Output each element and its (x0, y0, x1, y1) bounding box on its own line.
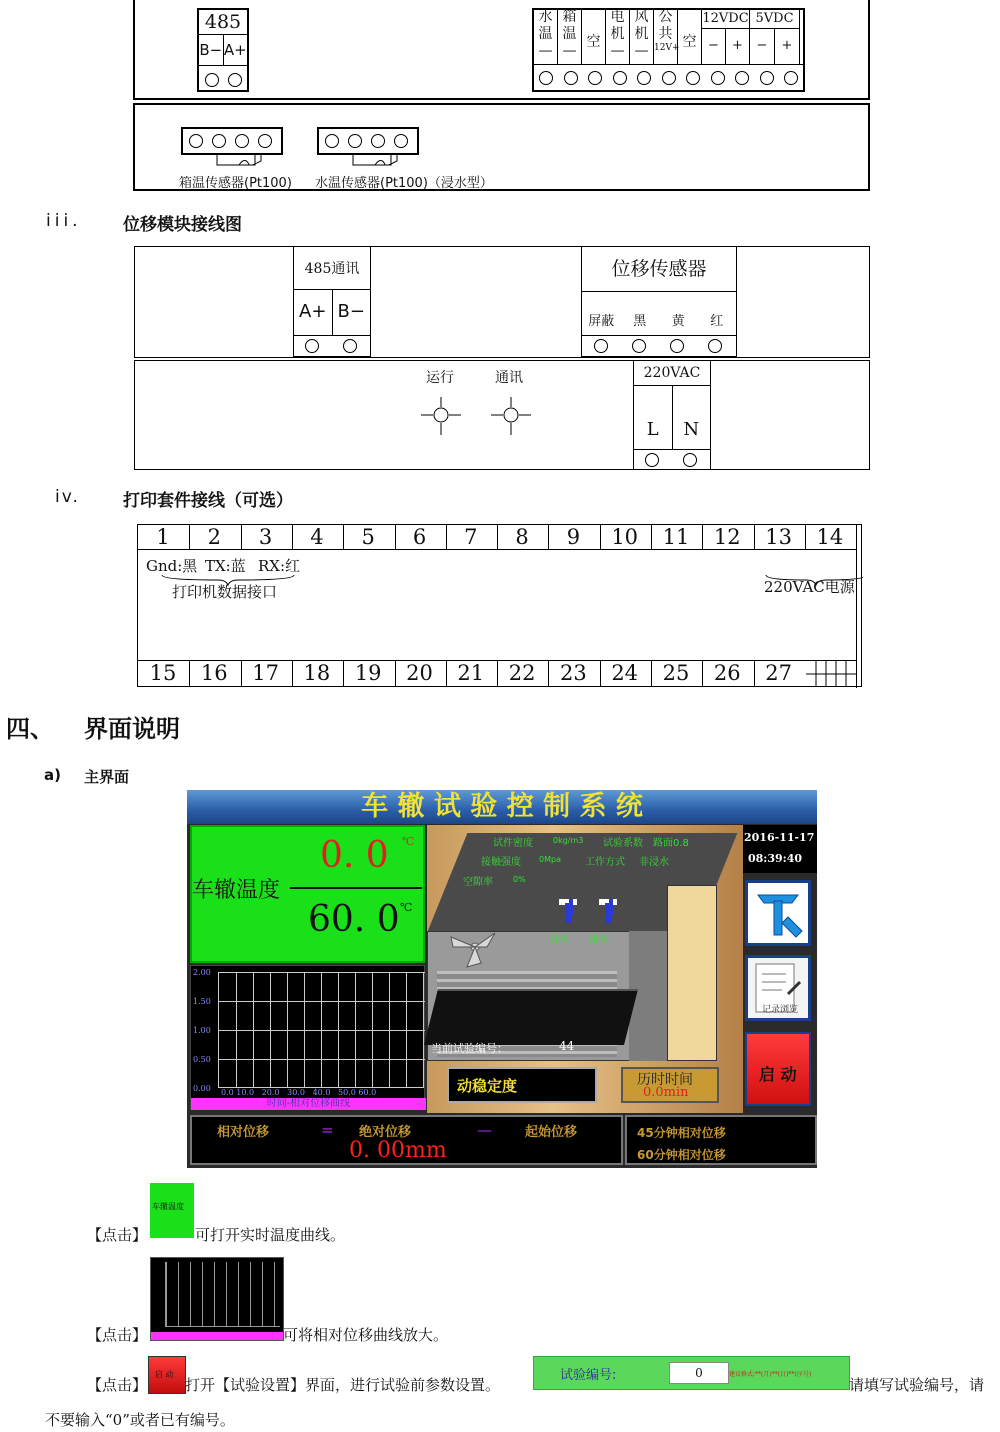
mode-label: 工作方式 (585, 857, 625, 868)
sub-a-title: 主界面 (84, 768, 130, 786)
comm-terminal (293, 246, 371, 357)
io-column (630, 10, 654, 64)
instruction-line-3a: 打开【试验设置】界面，进行试验前参数设置。 (185, 1376, 501, 1394)
terminal-screw (784, 71, 798, 85)
io-column-text: — (634, 43, 649, 59)
power-terminal (633, 360, 711, 470)
io-column-text: — (538, 43, 553, 59)
coef-value: 路面0.8 (653, 838, 689, 849)
pressure-value: 0Mpa (539, 855, 561, 864)
terminal-screw (588, 71, 602, 85)
printer-terminal-number: 12 (713, 525, 741, 549)
rs485-a-label: A+ (223, 41, 247, 59)
printer-tx-label: TX:蓝 (205, 557, 246, 575)
start-displacement-label: 起始位移 (525, 1125, 578, 1140)
io-column (678, 10, 702, 64)
chart-y-tick: 1.50 (193, 997, 211, 1006)
v5-plus: + (781, 38, 793, 53)
displacement-module-top (134, 246, 870, 358)
elapsed-time-label: 历时时间 (637, 1072, 693, 1088)
temperature-label: 车辙温度 (192, 878, 281, 903)
temperature-panel[interactable] (190, 825, 425, 963)
degree-symbol: ℃ (402, 835, 415, 848)
start-button-label: 启 动 (759, 1065, 797, 1084)
terminal-block-top (133, 0, 870, 100)
printer-terminal-number: 17 (252, 661, 279, 685)
start-button[interactable] (745, 1032, 811, 1106)
density-label: 试件密度 (493, 838, 533, 849)
box-temp-sensor-label: 箱温传感器(Pt100) (179, 176, 292, 191)
void-label: 空隙率 (463, 877, 493, 888)
v5-terminal (750, 10, 800, 64)
click-label-3: 【点击】 (87, 1376, 148, 1394)
printer-terminal-number: 26 (713, 661, 741, 685)
main-interface-screenshot (187, 790, 817, 1168)
end-grid-icon (806, 661, 856, 687)
v12-terminal (702, 10, 750, 64)
terminal-screw (637, 71, 651, 85)
io-columns (534, 10, 803, 64)
fan-icon (445, 923, 505, 971)
printer-terminal-number: 5 (361, 525, 375, 549)
instruction-line-4: 不要输入“0”或者已有编号。 (45, 1411, 235, 1429)
chart-y-tick: 1.00 (193, 1026, 211, 1035)
printer-terminal-number: 6 (412, 525, 427, 549)
chapter4-title: 界面说明 (84, 715, 180, 743)
minus-sign: — (477, 1121, 492, 1139)
printer-rx-label: RX:红 (258, 557, 301, 575)
printer-terminal-number: 22 (508, 661, 536, 685)
terminal-screw (735, 71, 749, 85)
io-column-text: — (562, 43, 577, 59)
terminal-screw (539, 71, 553, 85)
test-number-value: 44 (559, 1039, 575, 1053)
io-column (654, 10, 678, 64)
power-n-label: N (672, 385, 711, 449)
printer-terminal-number: 1 (156, 525, 170, 549)
rs485-b-label: B− (199, 35, 224, 65)
printer-terminal-number: 4 (310, 525, 324, 549)
comm-a-label: A+ (299, 301, 327, 322)
io-column-text: — (610, 43, 625, 59)
displacement-45min-label: 45分钟相对位移 (637, 1126, 726, 1140)
displacement-chart[interactable] (190, 965, 425, 1110)
section-iii-number: iii. (46, 211, 82, 231)
comm-indicator-label: 通讯 (495, 370, 523, 386)
printer-terminal-number: 24 (611, 661, 639, 685)
section-iv-title: 打印套件接线（可选） (123, 491, 293, 511)
stability-label: 动稳定度 (457, 1077, 518, 1095)
io-column-text: 电 (610, 9, 625, 25)
printer-terminal-number: 3 (258, 525, 273, 549)
instruction-line-3b: 请填写试验编号，请 (849, 1376, 985, 1394)
pt100-wire-icon (135, 153, 872, 173)
terminal-screw (205, 73, 219, 87)
wrench-icon (748, 883, 808, 943)
sensor-block (133, 103, 870, 191)
printer-terminal-number: 13 (765, 525, 792, 549)
terminal-screw (760, 71, 774, 85)
io-column-text (678, 10, 701, 27)
sensor-wire-label: 黄 (671, 314, 685, 329)
printer-power-label: 220VAC电源 (764, 578, 855, 596)
io-column-text: 空 (586, 34, 601, 50)
date-display: 2016-11-17 (744, 831, 815, 844)
chart-grid (218, 972, 424, 1088)
printer-terminal-number: 10 (611, 525, 639, 549)
io-column (558, 10, 582, 64)
absolute-displacement-label: 绝对位移 (359, 1125, 412, 1140)
chart-y-tick: 2.00 (193, 968, 211, 977)
v12-plus: + (732, 38, 743, 53)
printer-terminal-number: 2 (207, 525, 221, 549)
io-column-text: 温 (562, 26, 577, 42)
printer-gnd-label: Gnd:黑 (146, 557, 198, 575)
displacement-60min-label: 60分钟相对位移 (637, 1148, 726, 1162)
instruction-line-1: 可打开实时温度曲线。 (195, 1226, 346, 1244)
io-column (534, 10, 558, 64)
chapter4-number: 四、 (6, 715, 54, 743)
v5-title: 5VDC (750, 10, 799, 29)
settings-button[interactable] (745, 880, 811, 946)
sensor-wire-label: 红 (710, 314, 724, 329)
test-number-hint: 建议格式:**(月)**(日)**(序号) (729, 1371, 812, 1378)
chart-y-tick: 0.50 (193, 1055, 211, 1064)
test-setting-field (533, 1356, 850, 1390)
io-column-text: 机 (634, 26, 649, 42)
v12-title: 12VDC (702, 10, 749, 29)
printer-terminal-number: 20 (406, 661, 433, 685)
io-column-text: 机 (610, 26, 625, 42)
temperature-setpoint: 60. 0 (308, 899, 400, 940)
instruction-line-2: 可将相对位移曲线放大。 (283, 1326, 449, 1344)
start-mini-button (148, 1356, 186, 1394)
io-column (582, 10, 606, 64)
terminal-screw (228, 73, 242, 87)
io-column-text (582, 10, 605, 27)
power-l-label: L (646, 419, 659, 440)
inlet-valve-label: 进水 (549, 935, 569, 946)
printer-terminal-number: 23 (560, 661, 587, 685)
rs485-title: 485 (199, 10, 247, 35)
degree-symbol: ℃ (400, 901, 413, 914)
printer-terminal-number: 15 (149, 661, 177, 685)
start-mini-label: 启 动 (155, 1370, 174, 1379)
chart-thumbnail (150, 1257, 284, 1341)
chart-x-ticks: 0.0 10.0 20.0 30.0 40.0 50.0 60.0 (221, 1088, 377, 1097)
chart-title: 时间-相对位移曲线 (191, 1098, 426, 1110)
printer-port-label: 打印机数据接口 (172, 583, 278, 601)
printer-terminal-block (137, 524, 862, 687)
water-temp-connector (317, 127, 419, 155)
run-indicator-label: 运行 (426, 370, 454, 386)
comm-b-label: B− (332, 289, 371, 335)
disp-sensor-title: 位移传感器 (582, 247, 736, 292)
printer-terminal-number: 21 (457, 661, 485, 685)
void-value: 0% (513, 875, 526, 884)
relative-displacement-label: 相对位移 (217, 1125, 270, 1140)
io-column-text: 公 (658, 9, 673, 25)
io-column-text: 箱 (562, 9, 577, 25)
io-column-text: 温 (538, 26, 553, 42)
terminal-screw (686, 71, 700, 85)
power-terminal-title: 220VAC (634, 361, 710, 386)
printer-terminal-number: 16 (200, 661, 228, 685)
printer-terminal-number: 25 (662, 661, 690, 685)
io-column-text: 12V+ (654, 43, 680, 53)
water-temp-sensor-label: 水温传感器(Pt100)（浸水型） (315, 176, 493, 191)
test-number-label: 当前试验编号： (431, 1042, 508, 1055)
records-label: 记录浏览 (762, 1005, 799, 1015)
printer-terminal-number: 18 (303, 661, 331, 685)
density-value: 0kg/m3 (553, 836, 584, 845)
v5-minus: − (750, 29, 775, 64)
time-display: 08:39:40 (748, 852, 803, 865)
printer-terminal-number: 8 (515, 525, 529, 549)
printer-terminal-number: 19 (354, 661, 382, 685)
pressure-label: 接触强度 (481, 857, 521, 868)
io-column-text: 空 (682, 34, 697, 50)
printer-terminal-number: 11 (662, 525, 690, 549)
printer-bottom-row (138, 661, 856, 687)
printer-top-row (138, 525, 856, 549)
led-indicator-icon (419, 391, 539, 441)
hmi-title: 车 辙 试 验 控 制 系 统 (361, 791, 643, 822)
box-temp-connector (181, 127, 283, 155)
io-column-text: 水 (538, 9, 553, 25)
io-column-text: 共 (658, 26, 673, 42)
displacement-value: 0. 00mm (349, 1138, 447, 1163)
test-number-input: 0 (669, 1362, 729, 1384)
equals-sign: = (321, 1121, 334, 1139)
io-column-text: 风 (634, 9, 649, 25)
terminal-screw (613, 71, 627, 85)
click-label-2: 【点击】 (87, 1326, 148, 1344)
coef-label: 试验系数 (603, 838, 643, 849)
printer-terminal-number: 27 (765, 661, 792, 685)
click-label-1: 【点击】 (87, 1226, 148, 1244)
mode-value: 非浸水 (639, 857, 669, 868)
printer-terminal-number: 9 (566, 525, 581, 549)
records-button[interactable] (745, 955, 811, 1021)
section-iv-number: iv. (55, 487, 80, 507)
chart-y-ticks (193, 966, 217, 1092)
printer-terminal-number: 7 (464, 525, 478, 549)
printer-terminal-number: 14 (816, 525, 844, 549)
test-number-field-label: 试验编号: (560, 1368, 617, 1383)
temp-thumbnail-label: 车辙温度 (152, 1202, 184, 1211)
io-screw-row (534, 66, 803, 90)
disp-sensor-terminal (581, 246, 737, 357)
displacement-module-bottom (134, 360, 870, 470)
sub-a-number: a) (44, 766, 61, 784)
temperature-current: 0. 0 (320, 835, 389, 876)
machine-view (427, 825, 743, 1113)
comm-terminal-title: 485通讯 (294, 247, 370, 290)
terminal-screw (711, 71, 725, 85)
terminal-screw (662, 71, 676, 85)
temp-thumbnail (150, 1183, 194, 1238)
terminal-screw (564, 71, 578, 85)
elapsed-time-value: 0.0min (643, 1085, 689, 1100)
rs485-terminal (197, 8, 249, 92)
outlet-valve-label: 排水 (589, 935, 609, 946)
section-iii-title: 位移模块接线图 (123, 215, 242, 235)
chart-y-tick: 0.00 (193, 1084, 211, 1093)
v12-minus: − (702, 29, 726, 64)
sensor-wire-label: 屏蔽 (588, 314, 615, 329)
sensor-wire-label: 黑 (633, 314, 647, 329)
valve-icon (555, 893, 631, 925)
io-column (606, 10, 630, 64)
